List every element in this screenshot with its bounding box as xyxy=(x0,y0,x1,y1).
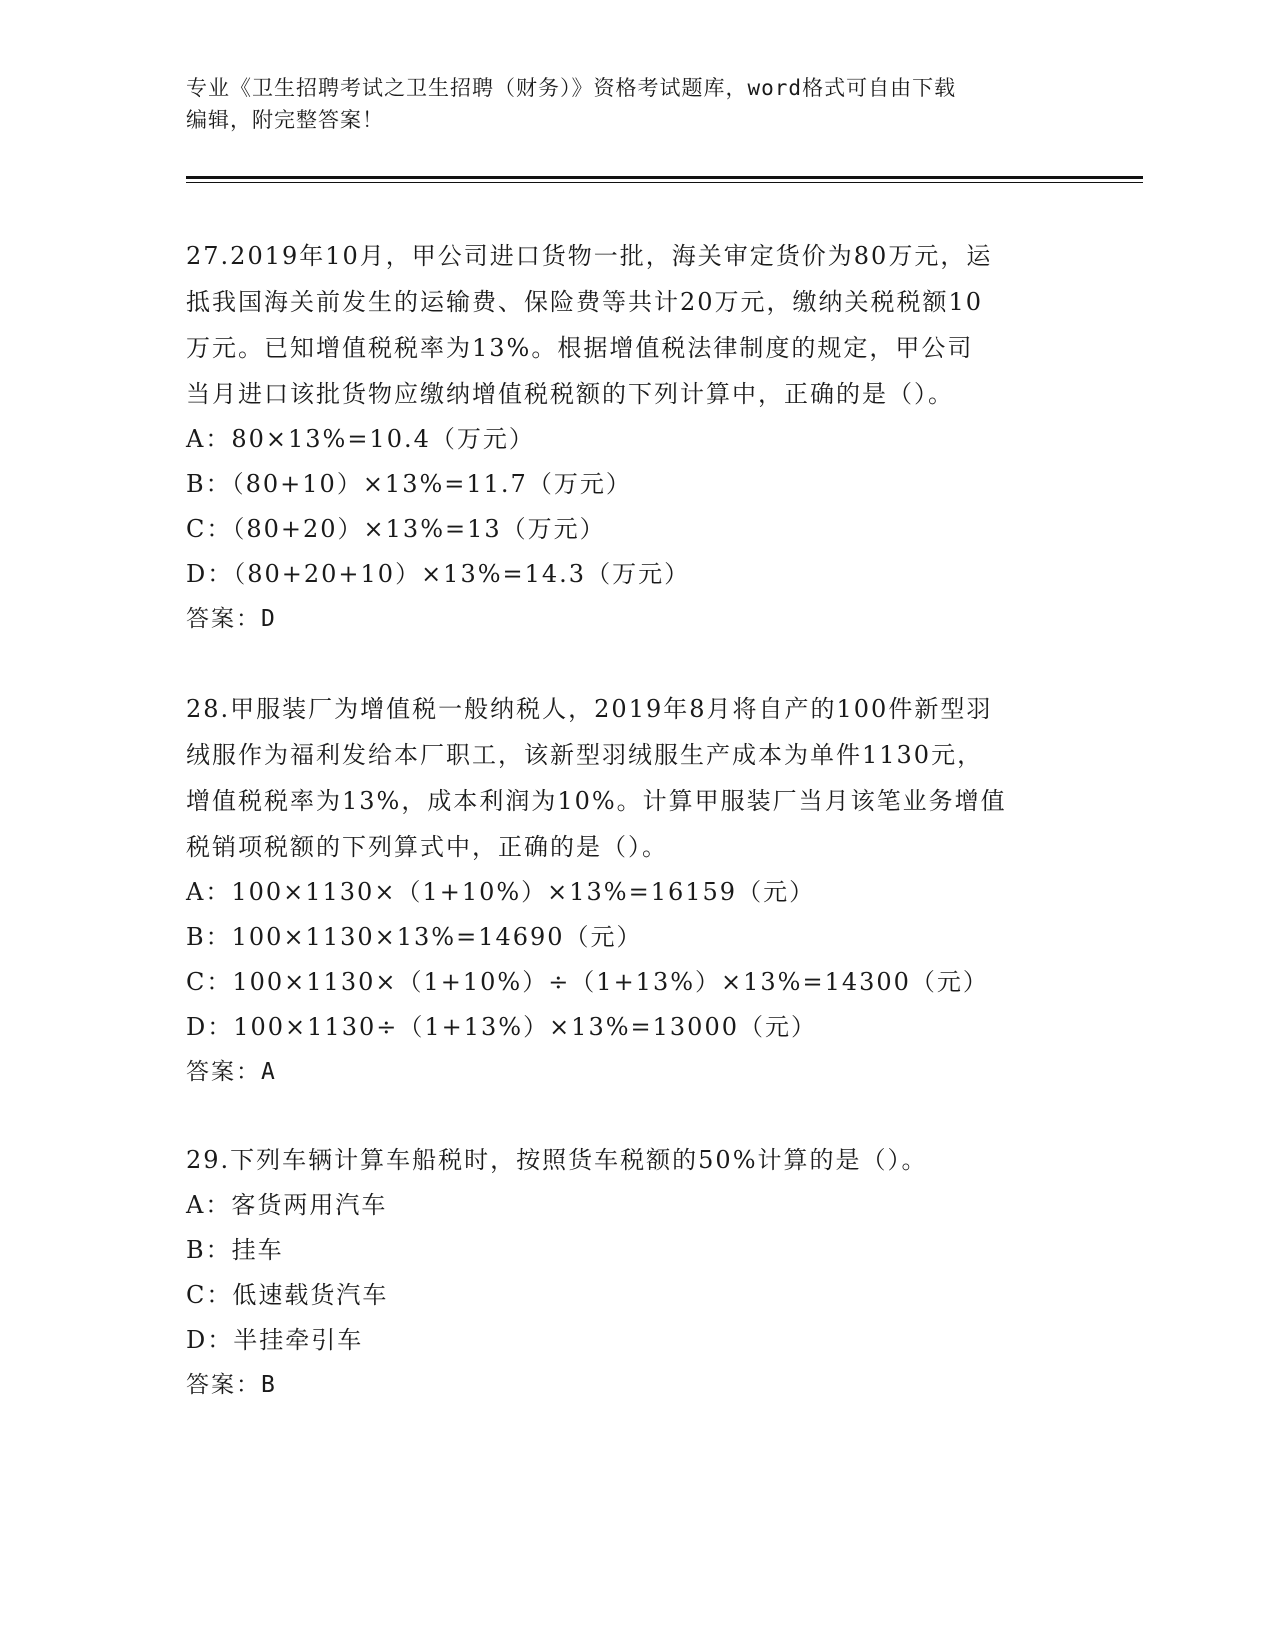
option-a: A：100×1130×（1+10%）×13%=16159（元） xyxy=(186,878,816,906)
question-stem-line: 28.甲服装厂为增值税一般纳税人，2019年8月将自产的100件新型羽 xyxy=(186,695,993,723)
question-stem-line: 29.下列车辆计算车船税时，按照货车税额的50%计算的是（）。 xyxy=(186,1146,928,1174)
answer-line: 答案：B xyxy=(186,1372,277,1398)
option-c: C：低速载货汽车 xyxy=(186,1281,389,1309)
question-stem-line: 绒服作为福利发给本厂职工，该新型羽绒服生产成本为单件1130元， xyxy=(186,741,984,769)
header-divider-thick xyxy=(186,176,1143,179)
option-d: D：100×1130÷（1+13%）×13%=13000（元） xyxy=(186,1013,817,1041)
option-b: B：100×1130×13%=14690（元） xyxy=(186,923,643,951)
header-line-2: 编辑，附完整答案！ xyxy=(186,108,384,132)
header-line-1: 专业《卫生招聘考试之卫生招聘（财务）》资格考试题库，word格式可自由下载 xyxy=(186,76,957,100)
question-stem-line: 税销项税额的下列算式中，正确的是（）。 xyxy=(186,833,668,861)
question-stem-line: 当月进口该批货物应缴纳增值税税额的下列计算中，正确的是（）。 xyxy=(186,380,954,408)
header-divider-thin xyxy=(186,182,1143,183)
option-b: B：（80+10）×13%=11.7（万元） xyxy=(186,470,632,498)
option-c: C：（80+20）×13%=13（万元） xyxy=(186,515,606,543)
option-d: D：（80+20+10）×13%=14.3（万元） xyxy=(186,560,691,588)
answer-line: 答案：A xyxy=(186,1059,277,1085)
option-c: C：100×1130×（1+10%）÷（1+13%）×13%=14300（元） xyxy=(186,968,989,996)
option-a: A：客货两用汽车 xyxy=(186,1191,388,1219)
option-b: B：挂车 xyxy=(186,1236,284,1264)
option-d: D：半挂牵引车 xyxy=(186,1326,364,1354)
document-header xyxy=(186,72,1086,136)
question-27 xyxy=(186,233,1086,642)
question-stem-line: 抵我国海关前发生的运输费、保险费等共计20万元，缴纳关税税额10 xyxy=(186,288,984,316)
question-stem-line: 增值税税率为13%，成本利润为10%。计算甲服装厂当月该笔业务增值 xyxy=(186,787,1007,815)
answer-line: 答案：D xyxy=(186,606,277,632)
question-stem-line: 万元。已知增值税税率为13%。根据增值税法律制度的规定，甲公司 xyxy=(186,334,974,362)
question-stem-line: 27.2019年10月，甲公司进口货物一批，海关审定货价为80万元，运 xyxy=(186,242,993,270)
option-a: A：80×13%=10.4（万元） xyxy=(186,425,535,453)
question-29 xyxy=(186,1137,1086,1408)
question-28 xyxy=(186,686,1086,1095)
